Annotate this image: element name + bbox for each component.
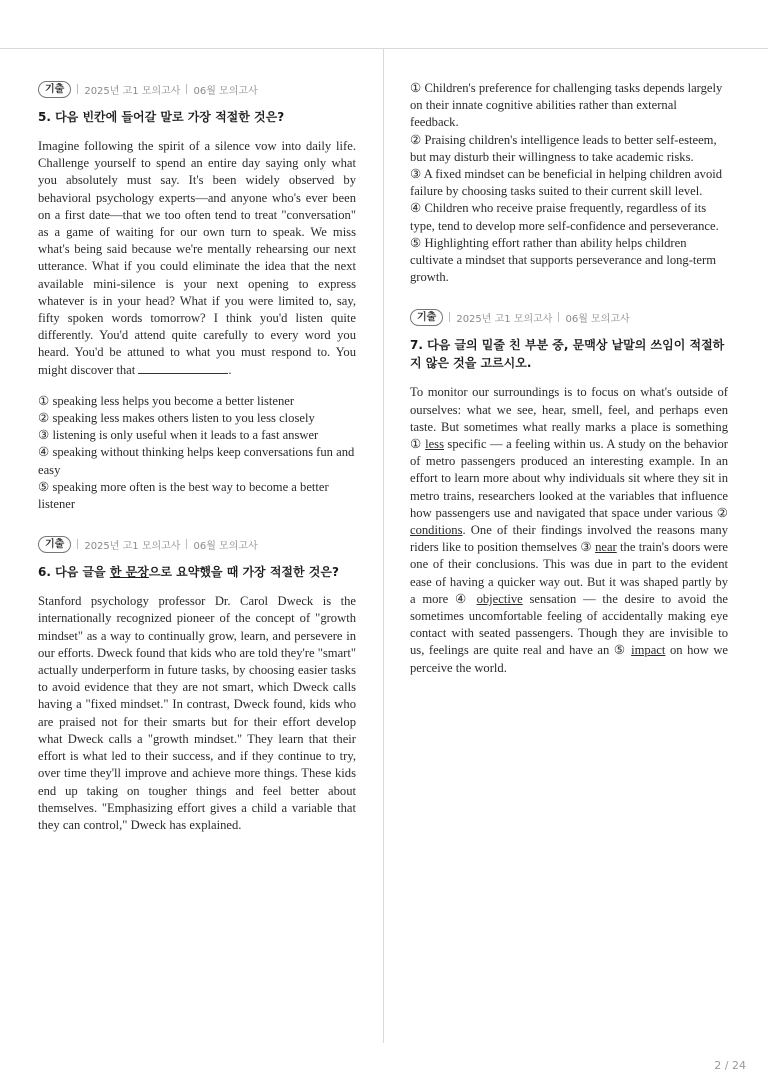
q7-text-5: sensation — the desire to avoid the sometimes uncomfortable feeling of accidentally making eye contact with seated passengers. Though they are invisible to us, feelings are quite real and have an ⑤ — [410, 591, 729, 658]
q5-passage — [38, 138, 356, 379]
q5-blank — [138, 363, 228, 374]
header-divider — [0, 48, 768, 49]
q6-option-5[interactable]: ⑤ Highlighting effort rather than ability helps children cultivate a mindset that supports perseverance and long-term growth. — [410, 235, 716, 285]
q5-option-1[interactable]: ① speaking less helps you become a better listener — [38, 393, 295, 408]
q7-text-1: To monitor our surroundings is to focus on what's outside of ourselves: what we see, hear, smell, feel, and perhaps even taste. But sometimes what really marks a place is something ① — [410, 385, 728, 452]
q6-year: 2025년 고1 모의고사 — [84, 540, 181, 552]
q5-option-2[interactable]: ② speaking less makes others listen to you less closely — [38, 411, 315, 426]
q5-meta — [38, 80, 356, 98]
question-6 — [38, 535, 356, 834]
left-column — [38, 80, 356, 856]
q6-options — [410, 80, 728, 286]
q6-option-1[interactable]: ① Children's preference for challenging tasks depends largely on their innate cognitive abilities rather than external feedback. — [410, 81, 723, 130]
q6-tag-badge: 기출 — [38, 536, 71, 553]
q6-option-3[interactable]: ③ A fixed mindset can be beneficial in helping children avoid failure by choosing tasks suited to their current skill level. — [410, 167, 723, 199]
q5-title: 5. 다음 빈칸에 들어갈 말로 가장 적절한 것은? — [38, 110, 285, 124]
q6-passage: Stanford psychology professor Dr. Carol Dweck is the internationally recognized pioneer of the concept of "growth mindset" as a way to continually grow, learn, and persevere in our efforts. Dweck found that kids who are told they're "smart" actually underperform in future tasks, by choosing easier tasks to avoid evidence that they are not smart, which Dweck calls having a "fixed mindset." In contrast, Dweck found, kids who are praised not for their smarts but for their effort develop what Dweck calls a "growth mindset." They learn that their effort is what led to their success, and if they continue to try, over time they'll improve and achieve more things. These kids end up taking on tougher things and feel better about themselves. "Emphasizing effort gives a child a variable that they can control," Dweck has explained. — [38, 594, 356, 832]
question-5 — [38, 80, 356, 513]
q7-tag-badge: 기출 — [410, 309, 443, 326]
q6-meta — [38, 535, 356, 553]
q5-option-5[interactable]: ⑤ speaking more often is the best way to become a better listener — [38, 479, 329, 512]
meta-separator — [449, 312, 450, 322]
q7-text-6: on how we perceive the world. — [410, 643, 728, 675]
meta-separator — [77, 84, 78, 94]
q7-underline-2: conditions — [410, 523, 463, 538]
q6-option-2[interactable]: ② Praising children's intelligence leads to better self-esteem, but may disturb their willingness to take academic risks. — [410, 132, 717, 164]
right-column — [410, 80, 728, 699]
q6-exam: 06월 모의고사 — [193, 540, 258, 552]
q5-options — [38, 393, 356, 513]
q5-option-4[interactable]: ④ speaking without thinking helps keep conversations fun and easy — [38, 445, 355, 477]
q7-underline-4: objective — [476, 591, 523, 606]
q7-meta — [410, 308, 728, 326]
meta-separator — [186, 539, 187, 549]
q6-title — [38, 563, 356, 581]
q7-exam: 06월 모의고사 — [565, 313, 630, 325]
page-number: 2 / 24 — [714, 1059, 746, 1072]
q7-title: 7. 다음 글의 밑줄 친 부분 중, 문맥상 낱말의 쓰임이 적절하지 않은 것을 고르시오. — [410, 338, 725, 371]
q7-underline-3: near — [595, 540, 617, 555]
q6-title-underlined: 한 문장 — [109, 565, 149, 580]
q6-title-b: 으로 요약했을 때 가장 적절한 것은? — [148, 565, 339, 580]
q5-option-3[interactable]: ③ listening is only useful when it leads to a fast answer — [38, 428, 319, 443]
q6-title-a: 6. 다음 글을 — [38, 565, 110, 580]
q5-passage-end: . — [228, 362, 232, 377]
q5-exam: 06월 모의고사 — [193, 85, 258, 97]
q7-text-3: . One of their findings involved the reasons many riders like to position themselves ③ — [410, 523, 728, 555]
q6-option-4[interactable]: ④ Children who receive praise frequently, regardless of its type, tend to develop more self-confidence and perseverance. — [410, 201, 719, 233]
q5-passage-text: Imagine following the spirit of a silence vow into daily life. Challenge yourself to spend an entire day saying only what you absolutely must say. It's been widely observed by behavioral psychology experts—and anyone who's ever been on a first date—that we too often tend to treat "conversation" as a game of waiting for our own turn to speak. We miss what's being said because we're mentally rehearsing our next utterance. What if you could eliminate the idea that the next available mini-silence is your next opening to express whatever is in your head? What if you were limited to, say, fifty spoken words tomorrow? I think you'd listen quite differently. You'd attend quite carefully to every word you heard. You'd be attuned to what you must respond to. You might discover that — [38, 139, 356, 377]
q5-year: 2025년 고1 모의고사 — [84, 85, 181, 97]
meta-separator — [186, 84, 187, 94]
meta-separator — [558, 312, 559, 322]
column-divider — [383, 48, 384, 1043]
q7-text-2: specific — a feeling within us. A study on the behavior of metro passengers produced an interesting example. In an effort to learn more about why individuals sit where they sit in metro trains, researchers looked at the variables that influence how passengers use and navigated that space under various ② — [410, 437, 728, 520]
question-7 — [410, 308, 728, 676]
q7-text-4: the train's doors were one of their conclusions. This was due in part to the evident ease of having a quicker way out. But it was shaped partly by a more ④ — [410, 540, 728, 606]
q7-year: 2025년 고1 모의고사 — [456, 313, 553, 325]
q7-passage — [410, 384, 728, 676]
q7-underline-5: impact — [631, 643, 666, 658]
meta-separator — [77, 539, 78, 549]
q7-underline-1: less — [425, 437, 444, 452]
q5-tag-badge: 기출 — [38, 81, 71, 98]
